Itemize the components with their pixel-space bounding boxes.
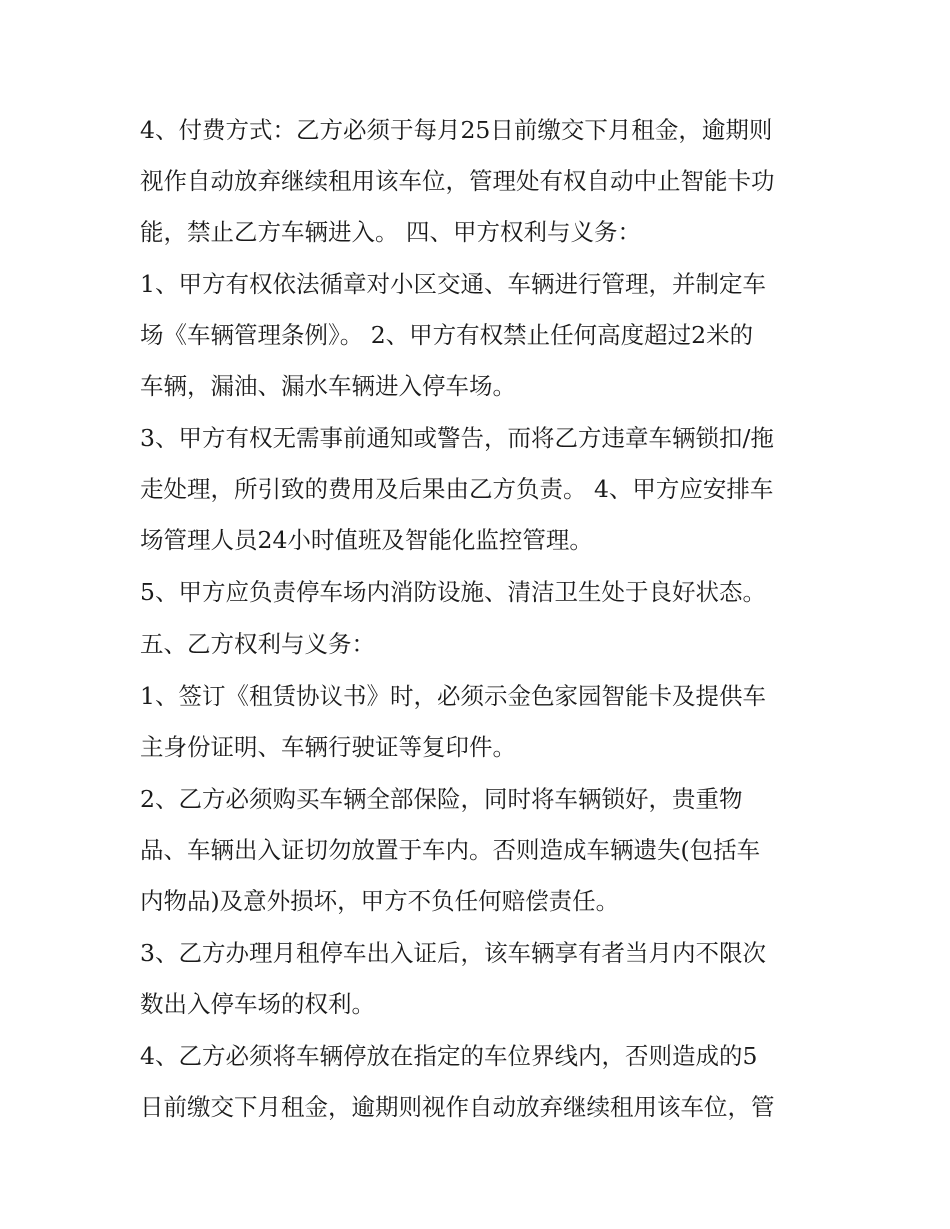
paragraph-party-a-right-1-2: 1、甲方有权依法循章对小区交通、车辆进行管理，并制定车 场《车辆管理条例》。 2、甲方有权禁止任何高度超过2米的 车辆，漏油、漏水车辆进入停车场。: [140, 270, 766, 400]
paragraph-party-a-right-5: 5、甲方应负责停车场内消防设施、清洁卫生处于良好状态。: [140, 578, 766, 606]
paragraph-party-b-1: 1、签订《租赁协议书》时，必须示金色家园智能卡及提供车 主身份证明、车辆行驶证等复印件。: [140, 682, 766, 761]
paragraph-party-b-2: 2、乙方必须购买车辆全部保险，同时将车辆锁好，贵重物 品、车辆出入证切勿放置于车内。否则造成车辆遗失(包括车 内物品)及意外损坏，甲方不负任何赔偿责任。: [140, 785, 761, 915]
paragraph-party-b-3: 3、乙方办理月租停车出入证后，该车辆享有者当月内不限次 数出入停车场的权利。: [140, 939, 766, 1018]
paragraph-payment-method: 4、付费方式：乙方必须于每月25日前缴交下月租金，逾期则 视作自动放弃继续租用该车位，管理处有权自动中止智能卡功 能，禁止乙方车辆进入。 四、甲方权利与义务：: [140, 116, 775, 246]
section-heading-party-b: 五、乙方权利与义务：: [140, 630, 375, 658]
paragraph-party-b-4: 4、乙方必须将车辆停放在指定的车位界线内，否则造成的5 日前缴交下月租金，逾期则视作自动放弃继续租用该车位，管: [140, 1042, 775, 1121]
paragraph-party-a-right-3-4: 3、甲方有权无需事前通知或警告，而将乙方违章车辆锁扣/拖 走处理，所引致的费用及后果由乙方负责。 4、甲方应安排车 场管理人员24小时值班及智能化监控管理。: [140, 424, 774, 554]
document-body: [140, 105, 810, 1134]
